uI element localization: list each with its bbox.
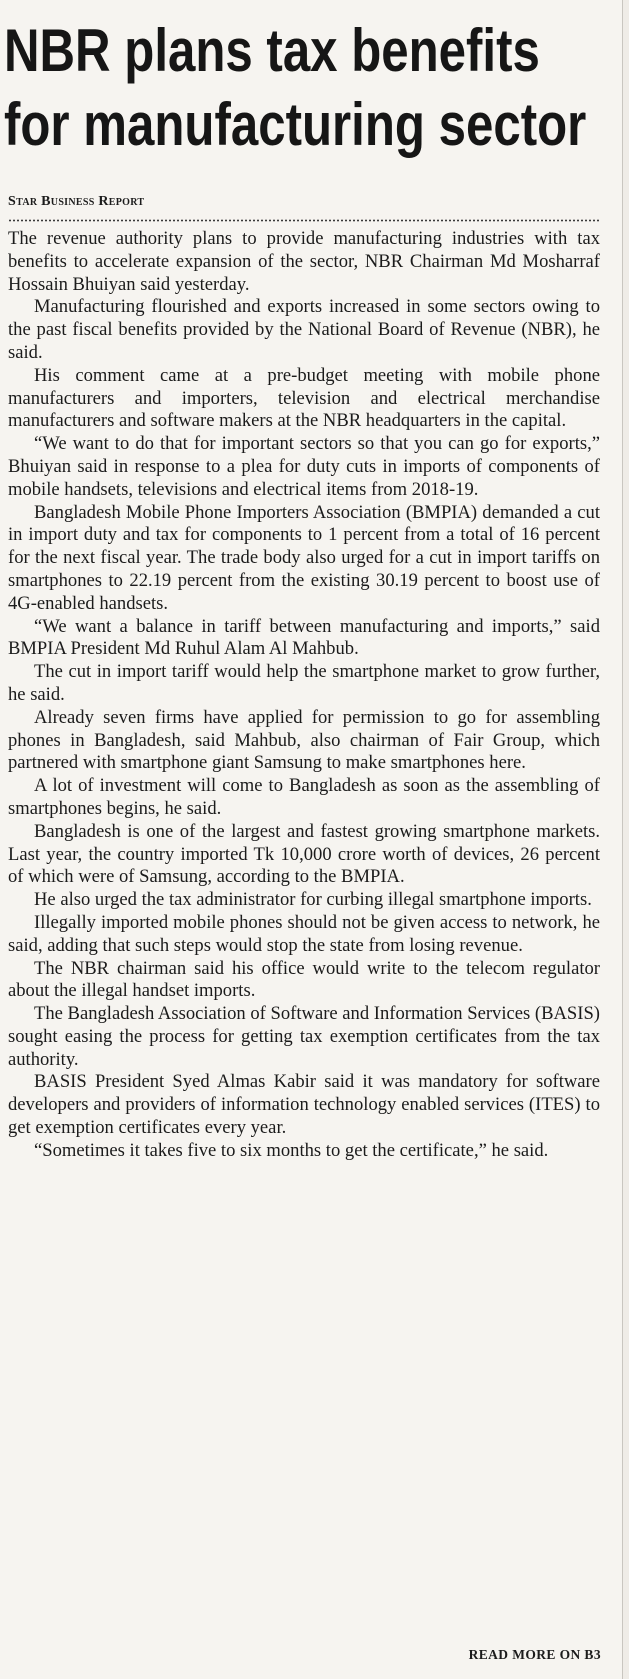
paragraph: “We want a balance in tariff between manufacturing and imports,” said BMPIA President Md Ruhul Alam Al Mahbub.: [8, 615, 600, 660]
paragraph: His comment came at a pre-budget meeting with mobile phone manufacturers and importers, television and electrical merchandise manufacturers and software makers at the NBR headquarters in the capital.: [8, 364, 600, 432]
paragraph: Manufacturing flourished and exports increased in some sectors owing to the past fiscal benefits provided by the National Board of Revenue (NBR), he said.: [8, 296, 600, 363]
paragraph: “Sometimes it takes five to six months to get the certificate,” he said.: [34, 1139, 549, 1161]
paragraph: Bangladesh is one of the largest and fastest growing smartphone markets. Last year, the country imported Tk 10,000 crore worth of devices, 26 percent of which were of Samsung, according to the BMPIA.: [8, 820, 600, 888]
byline: Star Business Report: [8, 194, 145, 209]
paragraph: The Bangladesh Association of Software and Information Services (BASIS) sought easing the process for getting tax exemption certificates from the tax authority.: [8, 1003, 600, 1070]
paragraph: The revenue authority plans to provide manufacturing industries with tax benefits to accelerate expansion of the sector, NBR Chairman Md Mosharraf Hossain Bhuiyan said yesterday.: [8, 228, 600, 295]
paragraph: A lot of investment will come to Bangladesh as soon as the assembling of smartphones begins, he said.: [8, 775, 600, 819]
dotted-divider: [8, 219, 600, 222]
paragraph: “We want to do that for important sectors so that you can go for exports,” Bhuiyan said in response to a plea for duty cuts in imports of components of mobile handsets, televisions and electrical items from 2018-19.: [8, 433, 600, 500]
article-body: [8, 228, 600, 1163]
paragraph: He also urged the tax administrator for curbing illegal smartphone imports.: [34, 889, 592, 911]
read-more-link[interactable]: READ MORE ON B3: [468, 1647, 601, 1662]
headline: NBR plans tax benefits for manufacturing sector: [4, 17, 587, 158]
paragraph: BASIS President Syed Almas Kabir said it was mandatory for software developers and providers of information technology enabled services (ITES) to get exemption certificates every year.: [8, 1071, 600, 1139]
paragraph: Already seven firms have applied for permission to go for assembling phones in Bangladesh, said Mahbub, also chairman of Fair Group, which partnered with smartphone giant Samsung to make smartphones here.: [8, 706, 600, 774]
paragraph: Bangladesh Mobile Phone Importers Association (BMPIA) demanded a cut in import duty and tax for components to 1 percent from a total of 16 percent for the next fiscal year. The trade body also urged for a cut in import tariffs on smartphones to 22.19 percent from the existing 30.19 percent to boost use of 4G-enabled handsets.: [8, 501, 600, 614]
column-rule: [619, 0, 629, 1679]
paragraph: The cut in import tariff would help the smartphone market to grow further, he said.: [8, 661, 600, 705]
paragraph: Illegally imported mobile phones should not be given access to network, he said, adding that such steps would stop the state from losing revenue.: [8, 911, 600, 956]
paragraph: The NBR chairman said his office would write to the telecom regulator about the illegal handset imports.: [8, 957, 600, 1002]
